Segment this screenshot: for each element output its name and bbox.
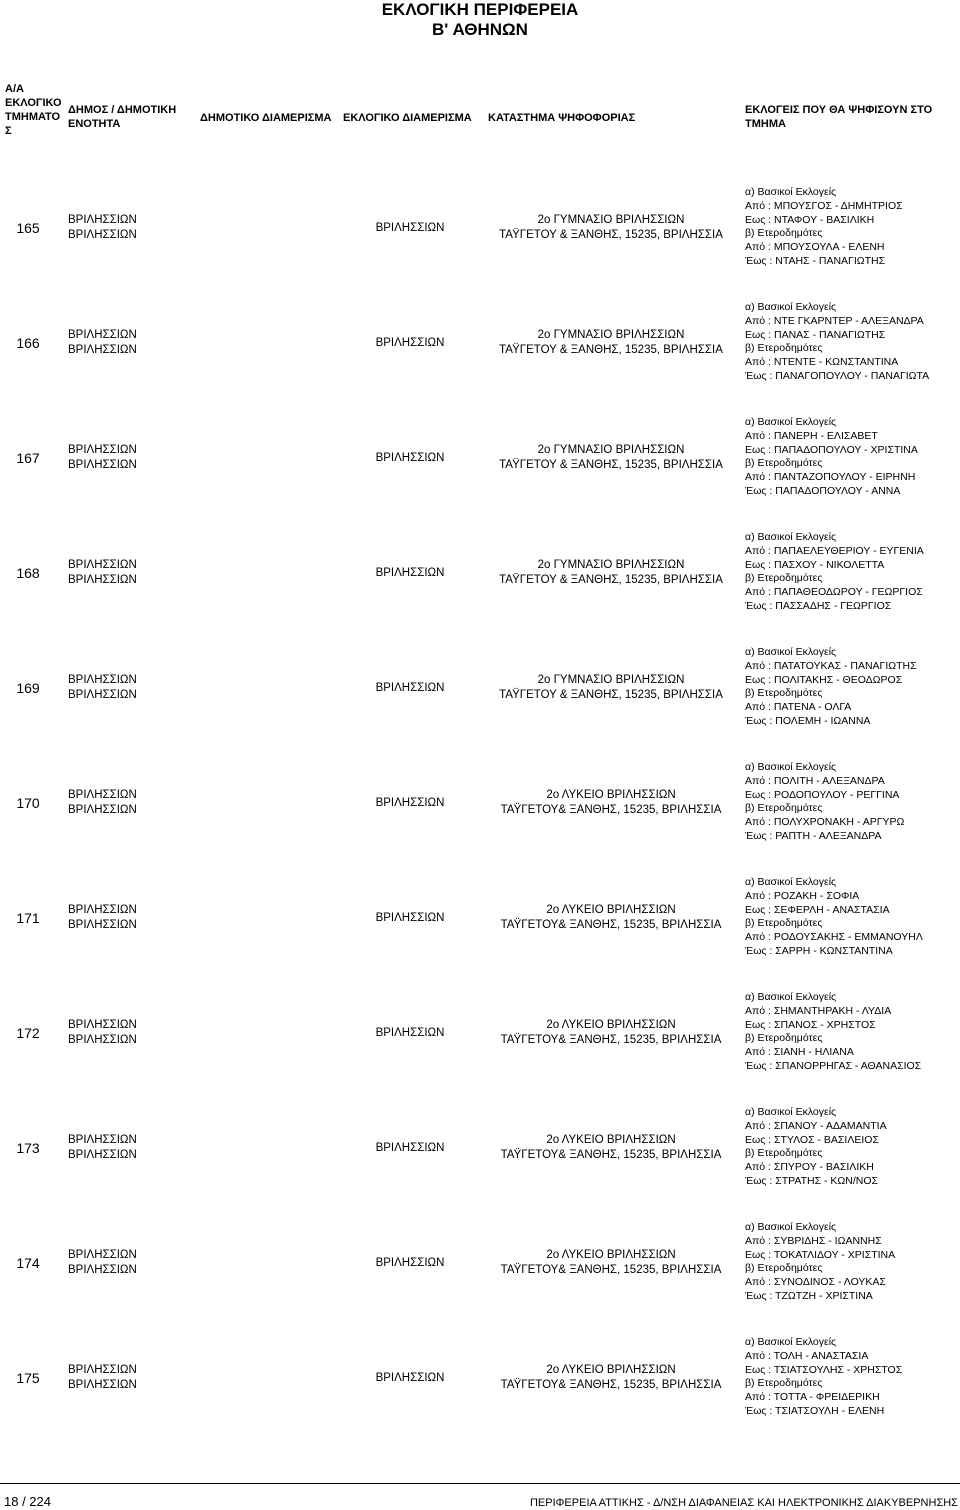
non-resident-to: Έως : ΤΣΙΑΤΣΟΥΛΗ - ΕΛΕΝΗ <box>745 1404 885 1417</box>
eklogiko-diamerisma: ΒΡΙΛΗΣΣΙΩΝ <box>375 337 445 349</box>
basic-from: Από : ΣΗΜΑΝΤΗΡΑΚΗ - ΛΥΔΙΑ <box>745 1004 892 1017</box>
dimotiki-enotita: ΒΡΙΛΗΣΣΙΩΝ <box>68 574 137 586</box>
dimos-name: ΒΡΙΛΗΣΣΙΩΝ <box>68 789 137 801</box>
non-resident-label: β) Ετεροδημότες <box>745 687 823 700</box>
non-resident-to: Έως : ΠΑΠΑΔΟΠΟΥΛΟΥ - ΑΝΝΑ <box>745 484 901 497</box>
document-title: ΕΚΛΟΓΙΚΗ ΠΕΡΙΦΕΡΕΙΑ <box>381 0 579 19</box>
non-resident-label: β) Ετεροδημότες <box>745 227 823 240</box>
polling-station-name: 2ο ΛΥΚΕΙΟ ΒΡΙΛΗΣΣΙΩΝ <box>546 1134 676 1146</box>
header-katastima: ΚΑΤΑΣΤΗΜΑ ΨΗΦΟΦΟΡΙΑΣ <box>488 112 636 124</box>
dimos-name: ΒΡΙΛΗΣΣΙΩΝ <box>68 1134 137 1146</box>
page-number: 18 / 224 <box>4 1494 51 1509</box>
basic-from: Από : ΠΑΠΑΕΛΕΥΘΕΡΙΟΥ - ΕΥΓΕΝΙΑ <box>745 544 924 557</box>
polling-station-name: 2ο ΓΥΜΝΑΣΙΟ ΒΡΙΛΗΣΣΙΩΝ <box>537 674 685 686</box>
non-resident-label: β) Ετεροδημότες <box>745 1377 823 1390</box>
non-resident-label: β) Ετεροδημότες <box>745 572 823 585</box>
dimotiki-enotita: ΒΡΙΛΗΣΣΙΩΝ <box>68 229 137 241</box>
section-number: 165 <box>16 220 40 236</box>
non-resident-from: Από : ΣΥΝΟΔΙΝΟΣ - ΛΟΥΚΑΣ <box>745 1276 886 1289</box>
polling-station-name: 2ο ΛΥΚΕΙΟ ΒΡΙΛΗΣΣΙΩΝ <box>546 789 676 801</box>
polling-station-name: 2ο ΓΥΜΝΑΣΙΟ ΒΡΙΛΗΣΣΙΩΝ <box>537 559 685 571</box>
basic-to: Εως : ΠΑΝΑΣ - ΠΑΝΑΓΙΩΤΗΣ <box>745 328 886 341</box>
basic-from: Από : ΣΥΒΡΙΔΗΣ - ΙΩΑΝΝΗΣ <box>745 1234 882 1247</box>
non-resident-to: Έως : ΠΑΝΑΓΟΠΟΥΛΟΥ - ΠΑΝΑΓΙΩΤΑ <box>745 369 930 382</box>
non-resident-from: Από : ΝΤΕΝΤΕ - ΚΩΝΣΤΑΝΤΙΝΑ <box>745 356 899 369</box>
eklogiko-diamerisma: ΒΡΙΛΗΣΣΙΩΝ <box>375 567 445 579</box>
polling-station-address: ΤΑΫΓΕΤΟΥ& ΞΑΝΘΗΣ, 15235, ΒΡΙΛΗΣΣΙΑ <box>500 919 722 931</box>
table-row <box>0 402 960 517</box>
voters-range <box>745 761 957 844</box>
non-resident-label: β) Ετεροδημότες <box>745 1262 823 1275</box>
polling-station-name: 2ο ΛΥΚΕΙΟ ΒΡΙΛΗΣΣΙΩΝ <box>546 904 676 916</box>
dimos-name: ΒΡΙΛΗΣΣΙΩΝ <box>68 1364 137 1376</box>
basic-voters-label: α) Βασικοί Εκλογείς <box>745 531 837 543</box>
basic-voters-label: α) Βασικοί Εκλογείς <box>745 876 837 888</box>
section-number: 166 <box>16 335 40 351</box>
non-resident-from: Από : ΤΟΤΤΑ - ΦΡΕΙΔΕΡΙΚΗ <box>745 1391 880 1404</box>
non-resident-to: Έως : ΠΟΛΕΜΗ - ΙΩΑΝΝΑ <box>745 714 871 727</box>
dimotiki-enotita: ΒΡΙΛΗΣΣΙΩΝ <box>68 1149 137 1161</box>
polling-station-address: ΤΑΫΓΕΤΟΥ & ΞΑΝΘΗΣ, 15235, ΒΡΙΛΗΣΣΙΑ <box>499 344 723 356</box>
eklogiko-diamerisma: ΒΡΙΛΗΣΣΙΩΝ <box>375 682 445 694</box>
non-resident-label: β) Ετεροδημότες <box>745 457 823 470</box>
header-eklogeis: ΕΚΛΟΓΕΙΣ ΠΟΥ ΘΑ ΨΗΦΙΣΟΥΝ ΣΤΟ ΤΜΗΜΑ <box>745 104 933 130</box>
table-row <box>0 287 960 402</box>
non-resident-to: Έως : ΡΑΠΤΗ - ΑΛΕΞΑΝΔΡΑ <box>745 829 882 842</box>
polling-station-address: ΤΑΫΓΕΤΟΥ & ΞΑΝΘΗΣ, 15235, ΒΡΙΛΗΣΣΙΑ <box>499 689 723 701</box>
dimos-name: ΒΡΙΛΗΣΣΙΩΝ <box>68 674 137 686</box>
basic-from: Από : ΠΑΤΑΤΟΥΚΑΣ - ΠΑΝΑΓΙΩΤΗΣ <box>745 659 917 672</box>
dimotiki-enotita: ΒΡΙΛΗΣΣΙΩΝ <box>68 344 137 356</box>
dimos-name: ΒΡΙΛΗΣΣΙΩΝ <box>68 444 137 456</box>
non-resident-from: Από : ΠΟΛΥΧΡΟΝΑΚΗ - ΑΡΓΥΡΩ <box>745 816 905 829</box>
voters-range <box>745 186 957 269</box>
basic-voters-label: α) Βασικοί Εκλογείς <box>745 186 837 198</box>
polling-station-address: ΤΑΫΓΕΤΟΥ & ΞΑΝΘΗΣ, 15235, ΒΡΙΛΗΣΣΙΑ <box>499 229 723 241</box>
voters-range <box>745 991 957 1074</box>
table-row <box>0 1207 960 1322</box>
basic-from: Από : ΝΤΕ ΓΚΑΡΝΤΕΡ - ΑΛΕΞΑΝΔΡΑ <box>745 314 924 327</box>
non-resident-to: Έως : ΝΤΑΗΣ - ΠΑΝΑΓΙΩΤΗΣ <box>745 254 886 267</box>
basic-voters-label: α) Βασικοί Εκλογείς <box>745 416 837 428</box>
eklogiko-diamerisma: ΒΡΙΛΗΣΣΙΩΝ <box>375 797 445 809</box>
non-resident-from: Από : ΠΑΠΑΘΕΟΔΩΡΟΥ - ΓΕΩΡΓΙΟΣ <box>745 586 923 599</box>
non-resident-from: Από : ΠΑΝΤΑΖΟΠΟΥΛΟΥ - ΕΙΡΗΝΗ <box>745 471 916 484</box>
table-row <box>0 632 960 747</box>
header-dimotiko-diamerisma: ΔΗΜΟΤΙΚΟ ΔΙΑΜΕΡΙΣΜΑ <box>200 112 332 124</box>
basic-voters-label: α) Βασικοί Εκλογείς <box>745 646 837 658</box>
section-number: 168 <box>16 565 40 581</box>
non-resident-from: Από : ΣΙΑΝΗ - ΗΛΙΑΝΑ <box>745 1046 854 1059</box>
polling-station-name: 2ο ΛΥΚΕΙΟ ΒΡΙΛΗΣΣΙΩΝ <box>546 1249 676 1261</box>
dimos-name: ΒΡΙΛΗΣΣΙΩΝ <box>68 329 137 341</box>
table-row <box>0 172 960 287</box>
section-number: 174 <box>16 1255 40 1271</box>
basic-from: Από : ΠΟΛΙΤΗ - ΑΛΕΞΑΝΔΡΑ <box>745 774 885 787</box>
table-row <box>0 1322 960 1437</box>
dimotiki-enotita: ΒΡΙΛΗΣΣΙΩΝ <box>68 1379 137 1391</box>
basic-voters-label: α) Βασικοί Εκλογείς <box>745 991 837 1003</box>
non-resident-to: Έως : ΠΑΣΣΑΔΗΣ - ΓΕΩΡΓΙΟΣ <box>745 599 892 612</box>
basic-to: Εως : ΤΣΙΑΤΣΟΥΛΗΣ - ΧΡΗΣΤΟΣ <box>745 1363 903 1376</box>
basic-to: Εως : ΡΟΔΟΠΟΥΛΟΥ - ΡΕΓΓΙΝΑ <box>745 788 900 801</box>
non-resident-label: β) Ετεροδημότες <box>745 342 823 355</box>
dimos-name: ΒΡΙΛΗΣΣΙΩΝ <box>68 1019 137 1031</box>
non-resident-to: Έως : ΣΤΡΑΤΗΣ - ΚΩΝ/ΝΟΣ <box>745 1174 879 1187</box>
section-number: 170 <box>16 795 40 811</box>
basic-voters-label: α) Βασικοί Εκλογείς <box>745 1336 837 1348</box>
table-row <box>0 747 960 862</box>
voters-range <box>745 301 957 384</box>
dimos-name: ΒΡΙΛΗΣΣΙΩΝ <box>68 904 137 916</box>
basic-to: Εως : ΣΕΦΕΡΛΗ - ΑΝΑΣΤΑΣΙΑ <box>745 903 890 916</box>
dimotiki-enotita: ΒΡΙΛΗΣΣΙΩΝ <box>68 1264 137 1276</box>
non-resident-from: Από : ΠΑΤΕΝΑ - ΟΛΓΑ <box>745 701 852 714</box>
non-resident-label: β) Ετεροδημότες <box>745 917 823 930</box>
non-resident-label: β) Ετεροδημότες <box>745 802 823 815</box>
dimos-name: ΒΡΙΛΗΣΣΙΩΝ <box>68 1249 137 1261</box>
table-row <box>0 862 960 977</box>
eklogiko-diamerisma: ΒΡΙΛΗΣΣΙΩΝ <box>375 1257 445 1269</box>
polling-station-address: ΤΑΫΓΕΤΟΥ& ΞΑΝΘΗΣ, 15235, ΒΡΙΛΗΣΣΙΑ <box>500 1149 722 1161</box>
footer-rule <box>0 1483 960 1484</box>
basic-from: Από : ΤΟΛΗ - ΑΝΑΣΤΑΣΙΑ <box>745 1349 869 1362</box>
footer-organization: ΠΕΡΙΦΕΡΕΙΑ ΑΤΤΙΚΗΣ - Δ/ΝΣΗ ΔΙΑΦΑΝΕΙΑΣ ΚΑΙ ΗΛΕΚΤΡΟΝΙΚΗΣ ΔΙΑΚΥΒΕΡΝΗΣΗΣ <box>529 1497 958 1509</box>
header-dimos: ΔΗΜΟΣ / ΔΗΜΟΤΙΚΗ ΕΝΟΤΗΤΑ <box>68 104 177 130</box>
non-resident-to: Έως : ΤΖΩΤΖΗ - ΧΡΙΣΤΙΝΑ <box>745 1289 873 1302</box>
basic-to: Εως : ΠΟΛΙΤΑΚΗΣ - ΘΕΟΔΩΡΟΣ <box>745 673 903 686</box>
voters-range <box>745 531 957 614</box>
basic-voters-label: α) Βασικοί Εκλογείς <box>745 1106 837 1118</box>
basic-to: Εως : ΝΤΑΦΟΥ - ΒΑΣΙΛΙΚΗ <box>745 213 875 226</box>
header-eklogiko-diamerisma: ΕΚΛΟΓΙΚΟ ΔΙΑΜΕΡΙΣΜΑ <box>343 112 472 124</box>
table-row <box>0 517 960 632</box>
dimotiki-enotita: ΒΡΙΛΗΣΣΙΩΝ <box>68 689 137 701</box>
polling-station-name: 2ο ΓΥΜΝΑΣΙΟ ΒΡΙΛΗΣΣΙΩΝ <box>537 329 685 341</box>
section-number: 173 <box>16 1140 40 1156</box>
section-number: 175 <box>16 1370 40 1386</box>
eklogiko-diamerisma: ΒΡΙΛΗΣΣΙΩΝ <box>375 452 445 464</box>
dimotiki-enotita: ΒΡΙΛΗΣΣΙΩΝ <box>68 804 137 816</box>
polling-station-address: ΤΑΫΓΕΤΟΥ & ΞΑΝΘΗΣ, 15235, ΒΡΙΛΗΣΣΙΑ <box>499 574 723 586</box>
polling-station-name: 2ο ΛΥΚΕΙΟ ΒΡΙΛΗΣΣΙΩΝ <box>546 1019 676 1031</box>
basic-to: Εως : ΠΑΠΑΔΟΠΟΥΛΟΥ - ΧΡΙΣΤΙΝΑ <box>745 443 918 456</box>
table-row <box>0 1092 960 1207</box>
non-resident-from: Από : ΜΠΟΥΣΟΥΛΑ - ΕΛΕΝΗ <box>745 241 885 254</box>
eklogiko-diamerisma: ΒΡΙΛΗΣΣΙΩΝ <box>375 1027 445 1039</box>
polling-station-address: ΤΑΫΓΕΤΟΥ & ΞΑΝΘΗΣ, 15235, ΒΡΙΛΗΣΣΙΑ <box>499 459 723 471</box>
non-resident-to: Έως : ΣΑΡΡΗ - ΚΩΝΣΤΑΝΤΙΝΑ <box>745 944 893 957</box>
non-resident-to: Έως : ΣΠΑΝΟΡΡΗΓΑΣ - ΑΘΑΝΑΣΙΟΣ <box>745 1059 922 1072</box>
section-number: 169 <box>16 680 40 696</box>
table-row <box>0 977 960 1092</box>
section-number: 167 <box>16 450 40 466</box>
non-resident-label: β) Ετεροδημότες <box>745 1032 823 1045</box>
dimos-name: ΒΡΙΛΗΣΣΙΩΝ <box>68 214 137 226</box>
section-number: 172 <box>16 1025 40 1041</box>
non-resident-from: Από : ΣΠΥΡΟΥ - ΒΑΣΙΛΙΚΗ <box>745 1161 874 1174</box>
polling-station-address: ΤΑΫΓΕΤΟΥ& ΞΑΝΘΗΣ, 15235, ΒΡΙΛΗΣΣΙΑ <box>500 1379 722 1391</box>
polling-station-address: ΤΑΫΓΕΤΟΥ& ΞΑΝΘΗΣ, 15235, ΒΡΙΛΗΣΣΙΑ <box>500 1264 722 1276</box>
voters-range <box>745 1106 957 1189</box>
polling-station-name: 2ο ΛΥΚΕΙΟ ΒΡΙΛΗΣΣΙΩΝ <box>546 1364 676 1376</box>
voters-range <box>745 1336 957 1419</box>
dimotiki-enotita: ΒΡΙΛΗΣΣΙΩΝ <box>68 919 137 931</box>
basic-from: Από : ΠΑΝΕΡΗ - ΕΛΙΣΑΒΕΤ <box>745 429 878 442</box>
voters-range <box>745 646 957 729</box>
polling-station-name: 2ο ΓΥΜΝΑΣΙΟ ΒΡΙΛΗΣΣΙΩΝ <box>537 444 685 456</box>
eklogiko-diamerisma: ΒΡΙΛΗΣΣΙΩΝ <box>375 222 445 234</box>
non-resident-label: β) Ετεροδημότες <box>745 1147 823 1160</box>
basic-voters-label: α) Βασικοί Εκλογείς <box>745 761 837 773</box>
eklogiko-diamerisma: ΒΡΙΛΗΣΣΙΩΝ <box>375 1142 445 1154</box>
basic-voters-label: α) Βασικοί Εκλογείς <box>745 301 837 313</box>
basic-to: Εως : ΠΑΣΧΟΥ - ΝΙΚΟΛΕΤΤΑ <box>745 558 885 571</box>
basic-from: Από : ΣΠΑΝΟΥ - ΑΔΑΜΑΝΤΙΑ <box>745 1119 887 1132</box>
basic-to: Εως : ΣΠΑΝΟΣ - ΧΡΗΣΤΟΣ <box>745 1018 876 1031</box>
polling-station-name: 2ο ΓΥΜΝΑΣΙΟ ΒΡΙΛΗΣΣΙΩΝ <box>537 214 685 226</box>
eklogiko-diamerisma: ΒΡΙΛΗΣΣΙΩΝ <box>375 1372 445 1384</box>
polling-station-address: ΤΑΫΓΕΤΟΥ& ΞΑΝΘΗΣ, 15235, ΒΡΙΛΗΣΣΙΑ <box>500 1034 722 1046</box>
dimotiki-enotita: ΒΡΙΛΗΣΣΙΩΝ <box>68 459 137 471</box>
dimotiki-enotita: ΒΡΙΛΗΣΣΙΩΝ <box>68 1034 137 1046</box>
non-resident-from: Από : ΡΟΔΟΥΣΑΚΗΣ - ΕΜΜΑΝΟΥΗΛ <box>745 931 923 944</box>
basic-to: Εως : ΣΤΥΛΟΣ - ΒΑΣΙΛΕΙΟΣ <box>745 1133 879 1146</box>
polling-station-address: ΤΑΫΓΕΤΟΥ& ΞΑΝΘΗΣ, 15235, ΒΡΙΛΗΣΣΙΑ <box>500 804 722 816</box>
header-aa: Α/Α ΕΚΛΟΓΙΚΟ ΤΜΗΜΑΤΟ Σ <box>5 83 62 137</box>
voters-range <box>745 416 957 499</box>
basic-from: Από : ΜΠΟΥΣΓΟΣ - ΔΗΜΗΤΡΙΟΣ <box>745 199 903 212</box>
dimos-name: ΒΡΙΛΗΣΣΙΩΝ <box>68 559 137 571</box>
basic-voters-label: α) Βασικοί Εκλογείς <box>745 1221 837 1233</box>
eklogiko-diamerisma: ΒΡΙΛΗΣΣΙΩΝ <box>375 912 445 924</box>
section-number: 171 <box>16 910 40 926</box>
voters-range <box>745 1221 957 1304</box>
basic-to: Εως : ΤΟΚΑΤΛΙΔΟΥ - ΧΡΙΣΤΙΝΑ <box>745 1248 896 1261</box>
basic-from: Από : ΡΟΖΑΚΗ - ΣΟΦΙΑ <box>745 889 860 902</box>
voters-range <box>745 876 957 959</box>
document-subtitle: Β' ΑΘΗΝΩΝ <box>432 20 528 39</box>
